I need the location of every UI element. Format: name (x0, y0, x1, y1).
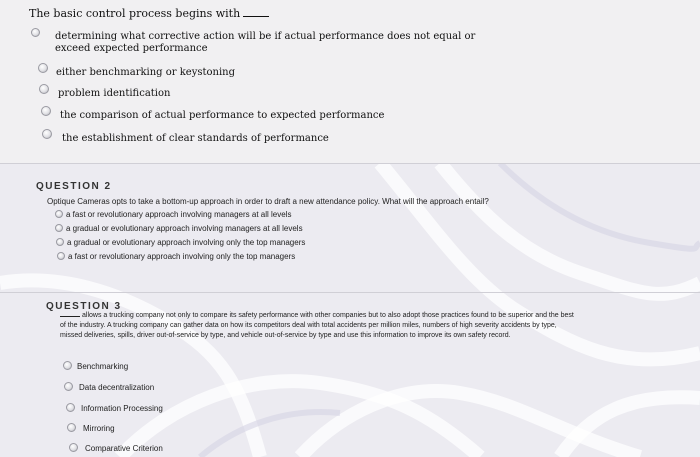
q2-option-2-label: a gradual or evolutionary approach involving managers at all levels (66, 224, 303, 233)
q1-option-4-radio[interactable] (41, 106, 51, 116)
q3-option-2-radio[interactable] (64, 382, 73, 391)
q1-option-1-label-line2: exceed expected performance (55, 43, 208, 54)
q2-option-1-label: a fast or revolutionary approach involving managers at all levels (66, 210, 292, 219)
q1-option-2-label: either benchmarking or keystoning (56, 67, 236, 78)
question-1-stem: The basic control process begins with (29, 7, 269, 20)
question-2-text: Optique Cameras opts to take a bottom-up approach in order to draft a new attendance policy. What will the approach entail? (47, 197, 489, 206)
q2-option-4-label: a fast or revolutionary approach involving only the top managers (68, 252, 296, 261)
q1-option-3-label: problem identification (58, 88, 171, 99)
q1-option-3-radio[interactable] (39, 84, 49, 94)
q2-option-3-radio[interactable] (56, 238, 64, 246)
question-3-text-line-3: missed deliveries, spills, driver out-of-service by type, and vehicle out-of-service by type and use this information to improve its own safety record. (60, 332, 511, 339)
q3-option-4-label: Mirroring (83, 424, 115, 433)
q1-option-2-radio[interactable] (38, 63, 48, 73)
q3-option-1-radio[interactable] (63, 361, 72, 370)
q1-option-5-label: the establishment of clear standards of performance (62, 133, 329, 144)
q1-option-5-radio[interactable] (42, 129, 52, 139)
q1-option-1-label: determining what corrective action will be if actual performance does not equal or (55, 31, 476, 42)
q1-option-1-radio[interactable] (31, 28, 40, 37)
q3-option-5-radio[interactable] (69, 443, 78, 452)
q3-option-1-label: Benchmarking (77, 362, 129, 371)
q2-option-1-radio[interactable] (55, 210, 63, 218)
q3-option-3-radio[interactable] (66, 403, 75, 412)
answer-blank (243, 16, 269, 17)
q3-option-2-label: Data decentralization (79, 383, 155, 392)
question-2-section (0, 164, 700, 294)
q3-option-5-label: Comparative Criterion (85, 444, 163, 453)
question-3-text-line-2: of the industry. A trucking company can gather data on how its competitors deal with total accidents per million miles, numbers of high severity accidents by type, (60, 322, 557, 329)
q2-option-2-radio[interactable] (55, 224, 63, 232)
q2-option-3-label: a gradual or evolutionary approach involving only the top managers (67, 238, 306, 247)
question-3-section (0, 293, 700, 457)
question-3-label: QUESTION 3 (46, 301, 122, 312)
question-2-label: QUESTION 2 (36, 181, 112, 192)
q3-option-4-radio[interactable] (67, 423, 76, 432)
answer-blank (60, 316, 80, 317)
q2-option-4-radio[interactable] (57, 252, 65, 260)
q3-option-3-label: Information Processing (81, 404, 163, 413)
question-3-text-line-1: allows a trucking company not only to compare its safety performance with other companies but to also adopt those practices found to be superior and the best (60, 311, 574, 321)
question-1-panel (0, 0, 700, 163)
q1-option-4-label: the comparison of actual performance to expected performance (60, 110, 385, 121)
